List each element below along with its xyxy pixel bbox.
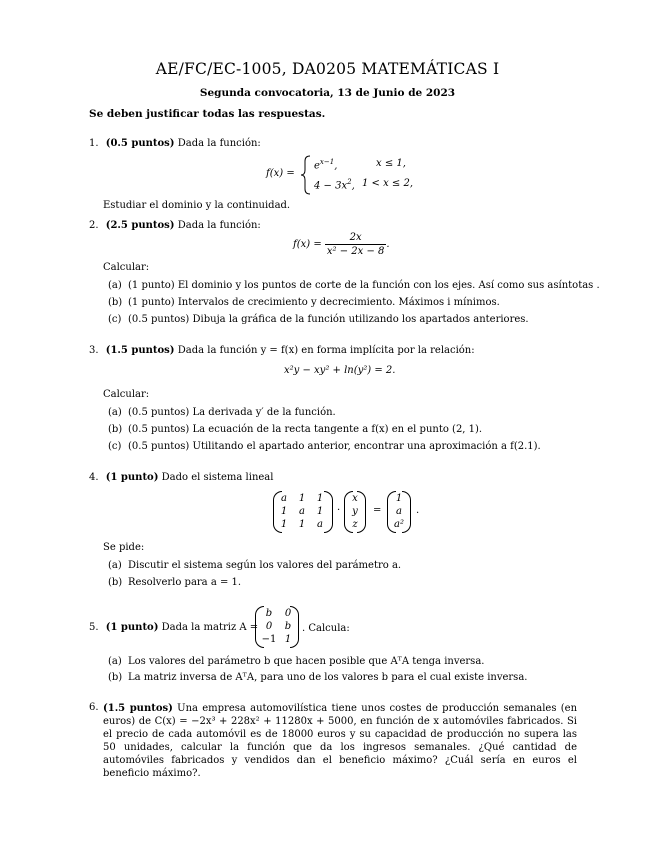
question-points: (1 punto) <box>105 622 159 633</box>
case-1-condition: x ≤ 1, <box>376 158 406 169</box>
sub-item-c: (c) (0.5 puntos) Utilitando el apartado anterior, encontrar una aproximación a f(2.1). <box>108 441 541 452</box>
equals-sign: = <box>373 505 382 516</box>
calc-label: Calcular: <box>103 262 150 273</box>
sub-item-b: (b) Resolverlo para a = 1. <box>108 577 242 588</box>
question-lead: Dado el sistema lineal <box>161 472 274 483</box>
ask-label: Se pide: <box>103 542 145 553</box>
matrix-a: b 0 0 b −1 1 <box>255 606 299 648</box>
dot-operator: · <box>337 505 341 516</box>
case-2-condition: 1 < x ≤ 2, <box>362 178 414 189</box>
question-text: Una empresa automovilística tiene unos costes de producción semanales (en euros) de C(x) = −2x³ + 228x² + 11280x + 5000, en función de x automóviles fabricados. Si el precio de cada automóvil es de 18000 euros y su capacidad de producción no supera las 50 unidades, calcular la función que da los ingresos semanales. ¿Qué cantidad de automóviles fabricados y vendidos dan el beneficio máximo? ¿Cuál sería en euros el beneficio máximo?. <box>103 703 578 779</box>
sub-item-b: (b) (0.5 puntos) La ecuación de la recta tangente a f(x) en el punto (2, 1). <box>108 424 483 435</box>
question-points: (1.5 puntos) <box>105 345 175 356</box>
function-formula: f(x) = $\frac{2x}{\text{x² − 2x − 8}}$ . <box>293 232 390 257</box>
question-number: 1. <box>89 138 99 149</box>
exam-title: AE/FC/EC-1005, DA0205 MATEMÁTICAS I <box>155 60 500 78</box>
question-number: 3. <box>89 345 99 356</box>
exam-subtitle: Segunda convocatoria, 13 de Junio de 2023 <box>199 87 456 99</box>
case-2-expression: $4 - 3x^2$, <box>314 178 355 192</box>
matrix-tail: . Calcula: <box>302 623 350 634</box>
sub-item-a: (a) Discutir el sistema según los valores del parámetro a. <box>108 560 402 571</box>
calc-label: Calcular: <box>103 389 150 400</box>
question-points: (0.5 puntos) <box>105 138 175 149</box>
question-lead: Dada la matriz A = <box>161 622 259 633</box>
variable-vector: x y z <box>344 491 366 533</box>
question-number: 5. <box>89 622 99 633</box>
question-lead: Dada la función: <box>177 138 261 149</box>
question-number: 2. <box>89 220 99 231</box>
implicit-equation: x²y − xy² + ln(y²) = 2. <box>284 365 396 376</box>
sub-item-a: (a) (1 punto) El dominio y los puntos de corte de la función con los ejes. Así como sus asíntotas . <box>108 280 600 291</box>
function-lhs: f(x) = <box>266 168 295 179</box>
question-6-body <box>103 702 577 780</box>
coefficient-matrix: a 1 1 1 a 1 1 1 a <box>273 491 333 533</box>
case-1-expression: $e^{x-1}$, <box>314 158 338 172</box>
question-task: Estudiar el dominio y la continuidad. <box>103 200 291 211</box>
equation-period: . <box>416 505 420 516</box>
question-points: (1.5 puntos) <box>103 703 173 714</box>
exam-instructions: Se deben justificar todas las respuestas. <box>89 108 326 120</box>
question-lead: Dada la función y = f(x) en forma implícita por la relación: <box>177 345 475 356</box>
sub-item-b: (b) La matriz inversa de AᵀA, para uno de los valores b para el cual existe inversa. <box>108 672 528 683</box>
sub-item-a: (a) Los valores del parámetro b que hacen posible que AᵀA tenga inversa. <box>108 656 485 667</box>
sub-item-b: (b) (1 punto) Intervalos de crecimiento y decrecimiento. Máximos i mínimos. <box>108 297 500 308</box>
sub-item-a: (a) (0.5 puntos) La derivada y′ de la función. <box>108 407 336 418</box>
question-points: (1 punto) <box>105 472 159 483</box>
question-points: (2.5 puntos) <box>105 220 175 231</box>
fraction-denominator: x² − 2x − 8 <box>326 246 385 257</box>
question-lead: Dada la función: <box>177 220 261 231</box>
question-number: 6. <box>89 702 99 713</box>
fraction-numerator: 2x <box>325 231 387 245</box>
piecewise-brace <box>300 155 312 195</box>
sub-item-c: (c) (0.5 puntos) Dibuja la gráfica de la función utilizando los apartados anteriores. <box>108 314 529 325</box>
question-number: 4. <box>89 472 99 483</box>
rhs-vector: 1 a a² <box>387 491 411 533</box>
